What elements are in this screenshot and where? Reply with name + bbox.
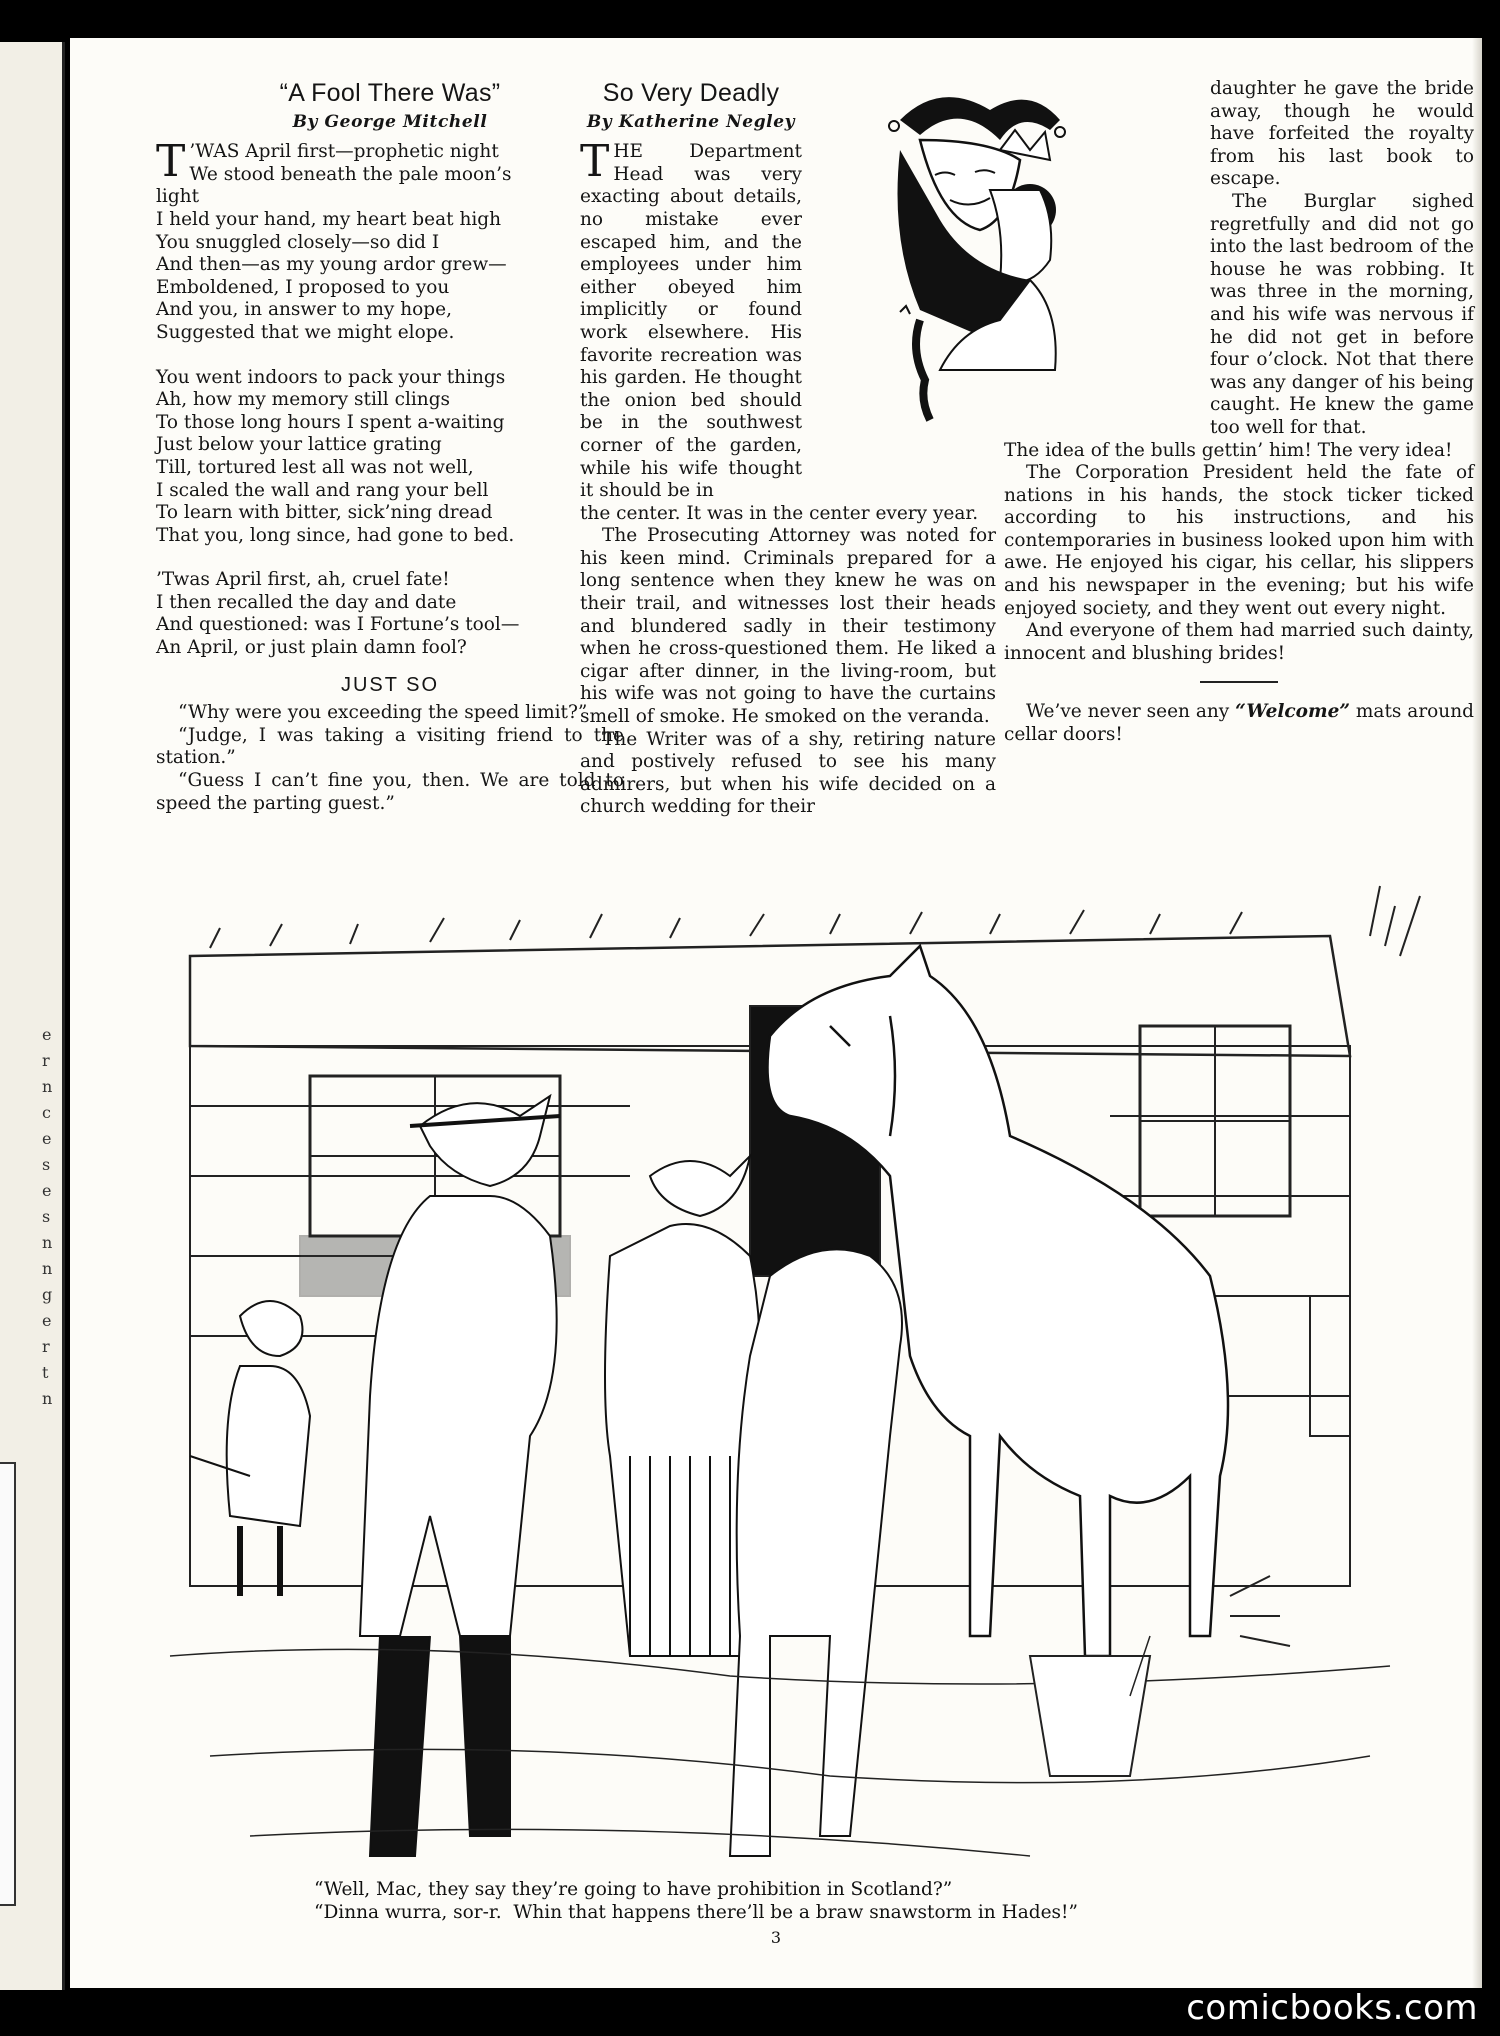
just-so-line-2: “Judge, I was taking a visiting friend to the station.” [156, 724, 624, 769]
poem-byline: By George Mitchell [292, 111, 488, 132]
story-para-5: The Burglar sighed regretfully and did not go into the last bedroom of the house he was robbing. It was three in the morning, and his wife was nervous if he did not get in before four o’clock. Not that there was any danger of his being caught. He knew the game too well for that. [1210, 190, 1474, 438]
caption-line-1: “Well, Mac, they say they’re going to have prohibition in Scotland?” [314, 1879, 953, 1900]
poem-stanza-3: ’Twas April first, ah, cruel fate! I then recalled the day and date And questioned: was I Fortune’s tool— An April, or just plain damn fool? [156, 569, 520, 659]
poem-dropcap: T [156, 136, 186, 188]
section-divider [1200, 681, 1278, 683]
poem-title: “A Fool There Was” [279, 79, 501, 107]
story-byline: By Katherine Negley [586, 111, 796, 132]
story-para-7: And everyone of them had married such dainty, innocent and blushing brides! [1004, 620, 1474, 664]
story-para-6: The Corporation President held the fate of nations in his hands, the stock ticker ticked according to his instructions, and his contemporaries in business looked upon him with awe. He enjoyed his cigar, his cellar, his slippers and his newspaper in the evening; but his wife enjoyed society, and they went out every night. [1004, 462, 1474, 619]
just-so-heading: JUST SO [340, 673, 440, 696]
story-para-1-end: the center. It was in the center every year. [580, 502, 979, 524]
caption-line-2: “Dinna wurra, sor-r. Whin that happens there’ll be a braw snawstorm in Hades!” [314, 1902, 1078, 1923]
poem-stanza-1: ’ T WAS April first—prophetic night We stood beneath the pale moon’s light I held your hand, my heart beat high You snuggled closely—so did I And then—as my young ardor grew— Emboldened, I proposed to you And you, in answer to my hope, Suggested that we might elope. [156, 136, 512, 343]
story-para-5-end: The idea of the bulls gettin’ him! The very idea! [1004, 439, 1453, 461]
closing-remark: We’ve never seen any “Welcome” mats around cellar doors! [1004, 701, 1474, 746]
story-para-3: The Writer was of a shy, retiring nature and postively refused to see his many admirers, but when his wife decided on a church wedding for their [580, 728, 996, 818]
poem-column [156, 79, 624, 815]
story-title: So Very Deadly [602, 79, 780, 107]
adjacent-page-edge [0, 42, 65, 1990]
stable-yard-cartoon [130, 876, 1430, 1886]
story-column-continued [1004, 78, 1474, 747]
adjacent-page-image-fragment [0, 1462, 16, 1906]
page-number: 3 [770, 1928, 782, 1947]
story-para-4: daughter he gave the bride away, though he would have forfeited the royalty from his last book to escape. [1210, 78, 1474, 190]
story-dropcap: T [580, 136, 610, 188]
just-so-line-1: “Why were you exceeding the speed limit?” [178, 702, 588, 724]
magazine-page [70, 38, 1482, 1988]
story-para-2: The Prosecuting Attorney was noted for his keen mind. Criminals prepared for a long sentence when they knew he was on their trail, and witnesses lost their heads and blundered sadly in their testimony when he cross-questioned them. He liked a cigar after dinner, in the living-room, but his wife was not going to have the curtains smell of smoke. He smoked on the veranda. [580, 525, 996, 728]
adjacent-page-text-fragments: e r n c e s e s n n g e r t n [42, 1025, 53, 1408]
story-para-1: THE Department Head was very exacting about details, no mistake ever escaped him, and the employees under him either obeyed him implicitly or found work elsewhere. His favorite recreation was his garden. He thought the onion bed should be in the southwest corner of the garden, while his wife thought it should be in [580, 136, 802, 502]
cartoon-caption [314, 1878, 1314, 1924]
site-watermark: comicbooks.com [1186, 1988, 1478, 2028]
poem-stanza-2: You went indoors to pack your things Ah, how my memory still clings To those long hours I spent a-waiting Just below your lattice grating Till, tortured lest all was not well, I scaled the wall and rang your bell To learn with bitter, sick’ning dread That you, long since, had gone to bed. [156, 366, 515, 546]
just-so-line-3: “Guess I can’t fine you, then. We are told to speed the parting guest.” [156, 770, 624, 814]
